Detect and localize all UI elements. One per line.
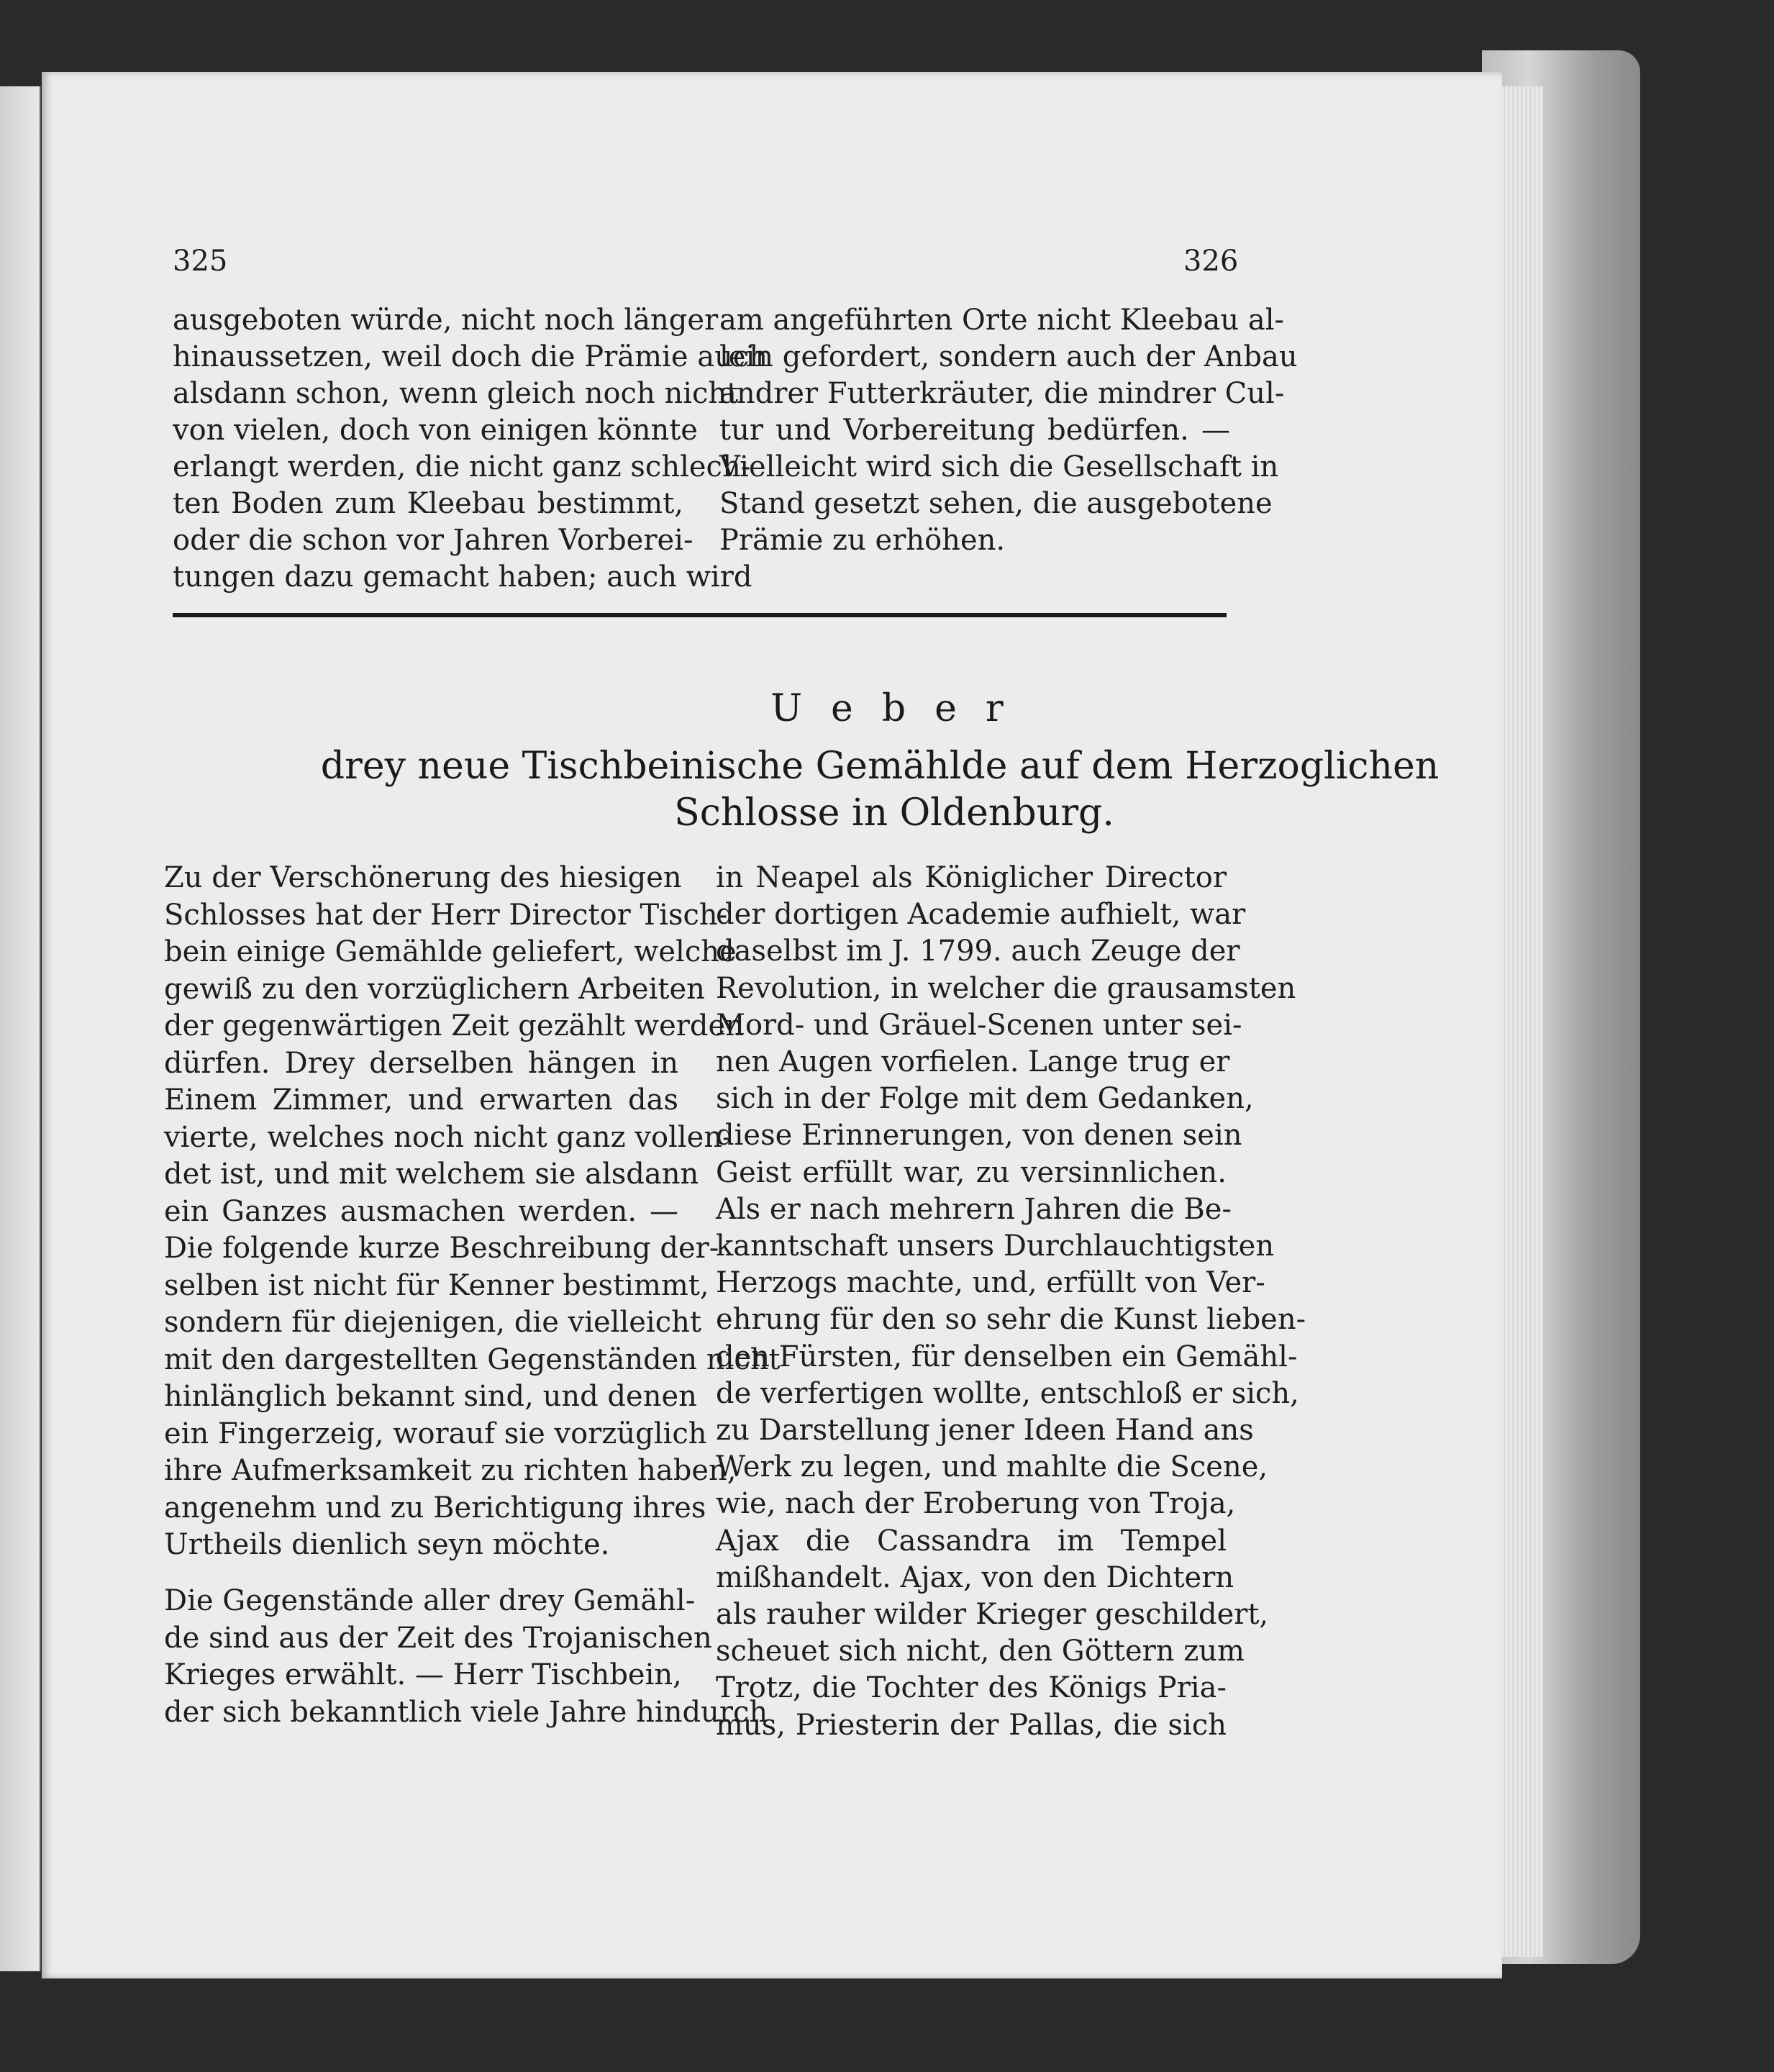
text-line: bein einige Gemählde geliefert, welche: [164, 935, 737, 968]
text-line: Herzogs machte, und, erfüllt von Ver-: [716, 1266, 1265, 1300]
text-line: daselbst im J. 1799. auch Zeuge der: [716, 935, 1240, 968]
text-line: Schlosses hat der Herr Director Tisch-: [164, 898, 728, 932]
text-line: der dortigen Academie aufhielt, war: [716, 898, 1246, 932]
text-line: selben ist nicht für Kenner bestimmt,: [164, 1268, 709, 1302]
text-line: vierte, welches noch nicht ganz vollen-: [164, 1120, 732, 1154]
top-right-column: [719, 302, 1298, 559]
text-line: nen Augen vorfielen. Lange trug er: [716, 1045, 1230, 1079]
text-line: Einem Zimmer, und erwarten das: [164, 1083, 678, 1117]
text-line: Ajax die Cassandra im Tempel: [716, 1524, 1227, 1558]
page-number-left: 325: [173, 245, 228, 278]
text-line: ein Ganzes ausmachen werden. —: [164, 1194, 678, 1228]
text-line: scheuet sich nicht, den Göttern zum: [716, 1635, 1245, 1668]
text-line: Krieges erwählt. — Herr Tischbein,: [164, 1658, 682, 1691]
text-line: zu Darstellung jener Ideen Hand ans: [716, 1414, 1254, 1448]
text-line: sondern für diejenigen, die vielleicht: [164, 1306, 701, 1339]
text-line: kanntschaft unsers Durchlauchtigsten: [716, 1230, 1275, 1263]
text-line: alsdann schon, wenn gleich noch nicht: [173, 377, 739, 410]
heading-line-2: drey neue Tischbeinische Gemählde auf dem Herzoglichen: [320, 745, 1439, 788]
text-line: ihre Aufmerksamkeit zu richten haben,: [164, 1454, 737, 1487]
text-line: ausgeboten würde, nicht noch länger: [173, 304, 719, 337]
text-line: gewiß zu den vorzüglichern Arbeiten: [164, 972, 705, 1006]
text-line: de sind aus der Zeit des Trojanischen: [164, 1621, 712, 1655]
text-line: lein gefordert, sondern auch der Anbau: [719, 340, 1298, 373]
text-line: hinaussetzen, weil doch die Prämie auch: [173, 340, 768, 373]
text-line: Stand gesetzt sehen, die ausgebotene: [719, 487, 1273, 520]
text-line: ten Boden zum Kleebau bestimmt,: [173, 487, 683, 520]
text-line: Werk zu legen, und mahlte die Scene,: [716, 1450, 1268, 1484]
text-line: der sich bekanntlich viele Jahre hindurch: [164, 1695, 768, 1729]
text-line: Geist erfüllt war, zu versinnlichen.: [716, 1155, 1227, 1189]
text-line: sich in der Folge mit dem Gedanken,: [716, 1082, 1254, 1116]
text-line: erlangt werden, die nicht ganz schlech-: [173, 450, 751, 483]
text-line: mit den dargestellten Gegenständen nicht: [164, 1342, 781, 1376]
text-line: Als er nach mehrern Jahren die Be-: [716, 1192, 1232, 1226]
text-line: tur und Vorbereitung bedürfen. —: [719, 414, 1230, 447]
text-line: Vielleicht wird sich die Gesellschaft in: [719, 450, 1279, 483]
section-divider: [173, 613, 1227, 617]
text-line: mißhandelt. Ajax, von den Dichtern: [716, 1560, 1234, 1594]
body-left-column: [164, 860, 781, 1564]
text-line: als rauher wilder Krieger geschildert,: [716, 1598, 1269, 1632]
body-left-paragraph-2: [164, 1583, 768, 1731]
text-line: angenehm und zu Berichtigung ihres: [164, 1491, 706, 1525]
text-line: Revolution, in welcher die grausamsten: [716, 971, 1296, 1005]
heading-ueber: Ueber: [770, 687, 1032, 730]
text-line: de verfertigen wollte, entschloß er sich,: [716, 1376, 1299, 1410]
text-line: den Fürsten, für denselben ein Gemähl-: [716, 1340, 1298, 1373]
text-line: ein Fingerzeig, worauf sie vorzüglich: [164, 1417, 707, 1450]
text-line: der gegenwärtigen Zeit gezählt werden: [164, 1009, 744, 1042]
text-line: diese Erinnerungen, von denen sein: [716, 1119, 1242, 1153]
text-line: hinlänglich bekannt sind, und denen: [164, 1380, 697, 1413]
heading-line-3: Schlosse in Oldenburg.: [674, 791, 1114, 835]
text-line: Zu der Verschönerung des hiesigen: [164, 861, 682, 894]
text-line: Urtheils dienlich seyn möchte.: [164, 1528, 610, 1561]
text-line: in Neapel als Königlicher Director: [716, 861, 1227, 894]
text-line: tungen dazu gemacht haben; auch wird: [173, 560, 752, 594]
text-line: am angeführten Orte nicht Kleebau al-: [719, 304, 1285, 337]
text-line: Prämie zu erhöhen.: [719, 524, 1006, 557]
text-line: Mord- und Gräuel-Scenen unter sei-: [716, 1008, 1242, 1042]
left-page-edge: [0, 86, 41, 1971]
text-line: oder die schon vor Jahren Vorberei-: [173, 524, 693, 557]
text-line: Trotz, die Tochter des Königs Pria-: [716, 1671, 1227, 1705]
text-line: det ist, und mit welchem sie alsdann: [164, 1158, 699, 1191]
text-line: andrer Futterkräuter, die mindrer Cul-: [719, 377, 1285, 410]
text-line: dürfen. Drey derselben hängen in: [164, 1046, 678, 1080]
text-line: mus, Priesterin der Pallas, die sich: [716, 1708, 1227, 1742]
page-number-right: 326: [1183, 245, 1239, 278]
top-left-column: [173, 302, 768, 596]
text-line: wie, nach der Eroberung von Troja,: [716, 1487, 1236, 1521]
text-line: Die folgende kurze Beschreibung der-: [164, 1232, 719, 1265]
text-line: Die Gegenstände aller drey Gemähl-: [164, 1584, 696, 1617]
text-line: ehrung für den so sehr die Kunst lieben-: [716, 1303, 1306, 1337]
body-right-column: [716, 860, 1306, 1744]
text-line: von vielen, doch von einigen könnte: [173, 414, 698, 447]
